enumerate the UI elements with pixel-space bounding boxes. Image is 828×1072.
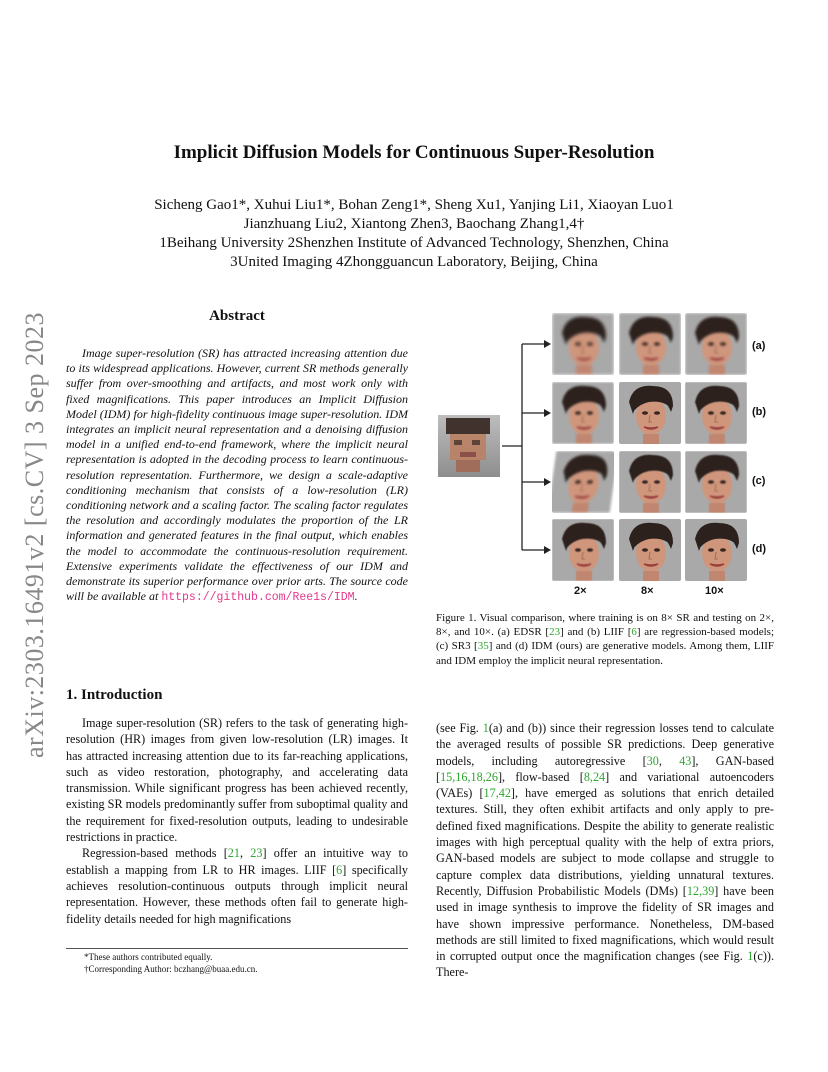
citation[interactable]: 1 <box>482 721 489 735</box>
arxiv-stamp <box>20 300 50 770</box>
face-thumbnail <box>619 519 681 581</box>
row-label-b: (b) <box>752 406 767 418</box>
author-block <box>0 196 828 272</box>
figure-1 <box>436 310 776 600</box>
face-thumbnail <box>552 313 614 375</box>
citation[interactable]: 15,16,18,26 <box>440 769 498 784</box>
citation[interactable]: 12,39 <box>686 883 715 898</box>
row-label-c: (c) <box>752 475 766 487</box>
row-label-a: (a) <box>752 340 766 352</box>
face-thumbnail <box>619 313 681 375</box>
citation[interactable]: 43 <box>679 753 692 768</box>
citation[interactable]: 1 <box>747 949 754 964</box>
citation[interactable]: 6 <box>336 862 343 877</box>
abstract-heading: Abstract <box>209 308 265 324</box>
lr-input-image <box>438 415 500 477</box>
authors-line-1: Sicheng Gao1*, Xuhui Liu1*, Bohan Zeng1*, Sheng Xu1, Yanjing Li1, Xiaoyan Luo1 <box>154 197 674 213</box>
intro-paragraph-3: (see Fig. 1(a) and (b)) since their regression losses tend to calculate the averaged results of possible SR predictions. Deep generative models, including autoregressive [30, 43], GAN-based [15,16,18,26], flow-based [8,24] and variational autoencoders (VAEs) [17,42], have emerged as solutions that enrich detailed textures. Still, they often exhibit artifacts and only apply to pre-defined fixed magnifications. Despite the ability to generate realistic images with high perceptual quality with the help of extra priors, GAN-based models are subject to mode collapse and struggle to capture complex data distributions, yielding unnatural textures. Recently, Diffusion Probabilistic Models (DMs) [12,39] have been used in image synthesis to improve the fidelity of SR images and have shown impressive performance. Nonetheless, DM-based methods are still limited to fixed magnifications, which would result in corrupted output once the magnification changes (see Fig. 1(c)). There- <box>436 721 775 980</box>
face-thumbnail <box>619 382 681 444</box>
col-label-10x: 10× <box>705 585 724 597</box>
footnote-corresponding-author: †Corresponding Author: bczhang@buaa.edu.cn. <box>84 964 258 974</box>
abstract-text: Image super-resolution (SR) has attracted increasing attention due to its widespread applications. However, current SR methods generally suffer from over-smoothing and artifacts, and most work only with fixed magnifications. This paper introduces an Implicit Diffusion Model (IDM) for high-fidelity continuous image super-resolution. IDM integrates an implicit neural representation and a denoising diffusion model in a unified end-to-end framework, where the implicit neural representation is adopted in the decoding process to learn continuous-resolution representation. Furthermore, we design a scale-adaptive conditioning mechanism that consists of a low-resolution (LR) conditioning network and a scaling factor. The scaling factor regulates the resolution and accordingly modulates the proportion of the LR information and generated features in the final output, which enables the model to accommodate the continuous-resolution requirement. Extensive experiments validate the effectiveness of our IDM and demonstrate its superior performance over prior arts. The source code will be available at https://github.com/Ree1s/IDM. <box>66 346 408 605</box>
affiliations-line-1: 1Beihang University 2Shenzhen Institute of Advanced Technology, Shenzhen, China <box>159 235 669 251</box>
face-thumbnail <box>552 519 614 581</box>
citation[interactable]: 21 <box>227 846 240 861</box>
face-thumbnail <box>685 519 747 581</box>
col-label-8x: 8× <box>641 585 654 597</box>
paper-title: Implicit Diffusion Models for Continuous Super-Resolution <box>173 142 655 163</box>
intro-column-right <box>436 720 774 981</box>
face-thumbnail <box>552 451 614 513</box>
connector-lines <box>502 344 544 550</box>
face-thumbnail <box>685 313 747 375</box>
row-label-d: (d) <box>752 543 767 555</box>
citation[interactable]: 35 <box>477 640 489 653</box>
citation[interactable]: 6 <box>631 626 637 639</box>
face-thumbnail <box>619 451 681 513</box>
face-thumbnail <box>685 382 747 444</box>
citation[interactable]: 30 <box>646 753 659 768</box>
intro-paragraph-1: Image super-resolution (SR) refers to the task of generating high-resolution (HR) images from given low-resolution (LR) images. It has attracted increasing attention due to its far-reaching applications, such as video restoration, photography, and accelerating data transmission. While significant progress has been achieved recently, existing SR models predominantly suffer from suboptimal quality and the requirement for fixed-resolution outputs, leading to undesirable restrictions in practice. <box>66 716 408 845</box>
col-label-2x: 2× <box>574 585 587 597</box>
face-thumbnail <box>552 382 614 444</box>
footnotes <box>66 948 408 975</box>
intro-column-left <box>66 715 408 927</box>
footnote-equal-contribution: *These authors contributed equally. <box>84 952 213 962</box>
figure-caption: Figure 1. Visual comparison, where training is on 8× SR and testing on 2×, 8×, and 10×. (a) EDSR [23] and (b) LIIF [6] are regression-based models; (c) SR3 [35] and (d) IDM (ours) are generative models. Among them, LIIF and IDM employ the implicit neural representation. <box>436 612 775 667</box>
citation[interactable]: 23 <box>250 846 263 861</box>
affiliations-line-2: 3United Imaging 4Zhongguancun Laboratory, Beijing, China <box>230 254 598 270</box>
abstract-body: Image super-resolution (SR) has attracted increasing attention due to its widespread applications. However, current SR methods generally suffer from over-smoothing and artifacts, and most work only with fixed magnifications. This paper introduces an Implicit Diffusion Model (IDM) for high-fidelity continuous image super-resolution. IDM integrates an implicit neural representation and a denoising diffusion model in a unified end-to-end framework, where the implicit neural representation is adopted in the decoding process to learn continuous-resolution representation. Furthermore, we design a scale-adaptive conditioning mechanism that consists of a low-resolution (LR) conditioning network and a scaling factor. The scaling factor regulates the resolution and accordingly modulates the proportion of the LR information and generated features in the final output, which enables the model to accommodate the continuous-resolution requirement. Extensive experiments validate the effectiveness of our IDM and demonstrate its superior performance over prior arts. The source code will be available at <box>66 346 408 604</box>
section-heading-introduction: 1. Introduction <box>66 687 163 703</box>
intro-paragraph-2: Regression-based methods [21, 23] offer an intuitive way to establish a mapping from LR to HR images. LIIF [6] specifically achieves resolution-continuous outputs through implicit neural representation. However, these methods often fail to generate high-fidelity details needed for high magnifications <box>66 846 408 926</box>
arxiv-id: arXiv:2303.16491v2 [cs.CV] 3 Sep 2023 <box>20 311 49 759</box>
citation[interactable]: 23 <box>549 626 561 639</box>
code-link[interactable]: https://github.com/Ree1s/IDM <box>161 591 355 605</box>
citation[interactable]: 8,24 <box>583 769 606 784</box>
citation[interactable]: 17,42 <box>483 786 511 801</box>
authors-line-2: Jianzhuang Liu2, Xiantong Zhen3, Baochang Zhang1,4† <box>243 216 585 232</box>
arrow-heads <box>544 340 551 554</box>
face-thumbnail <box>685 451 747 513</box>
